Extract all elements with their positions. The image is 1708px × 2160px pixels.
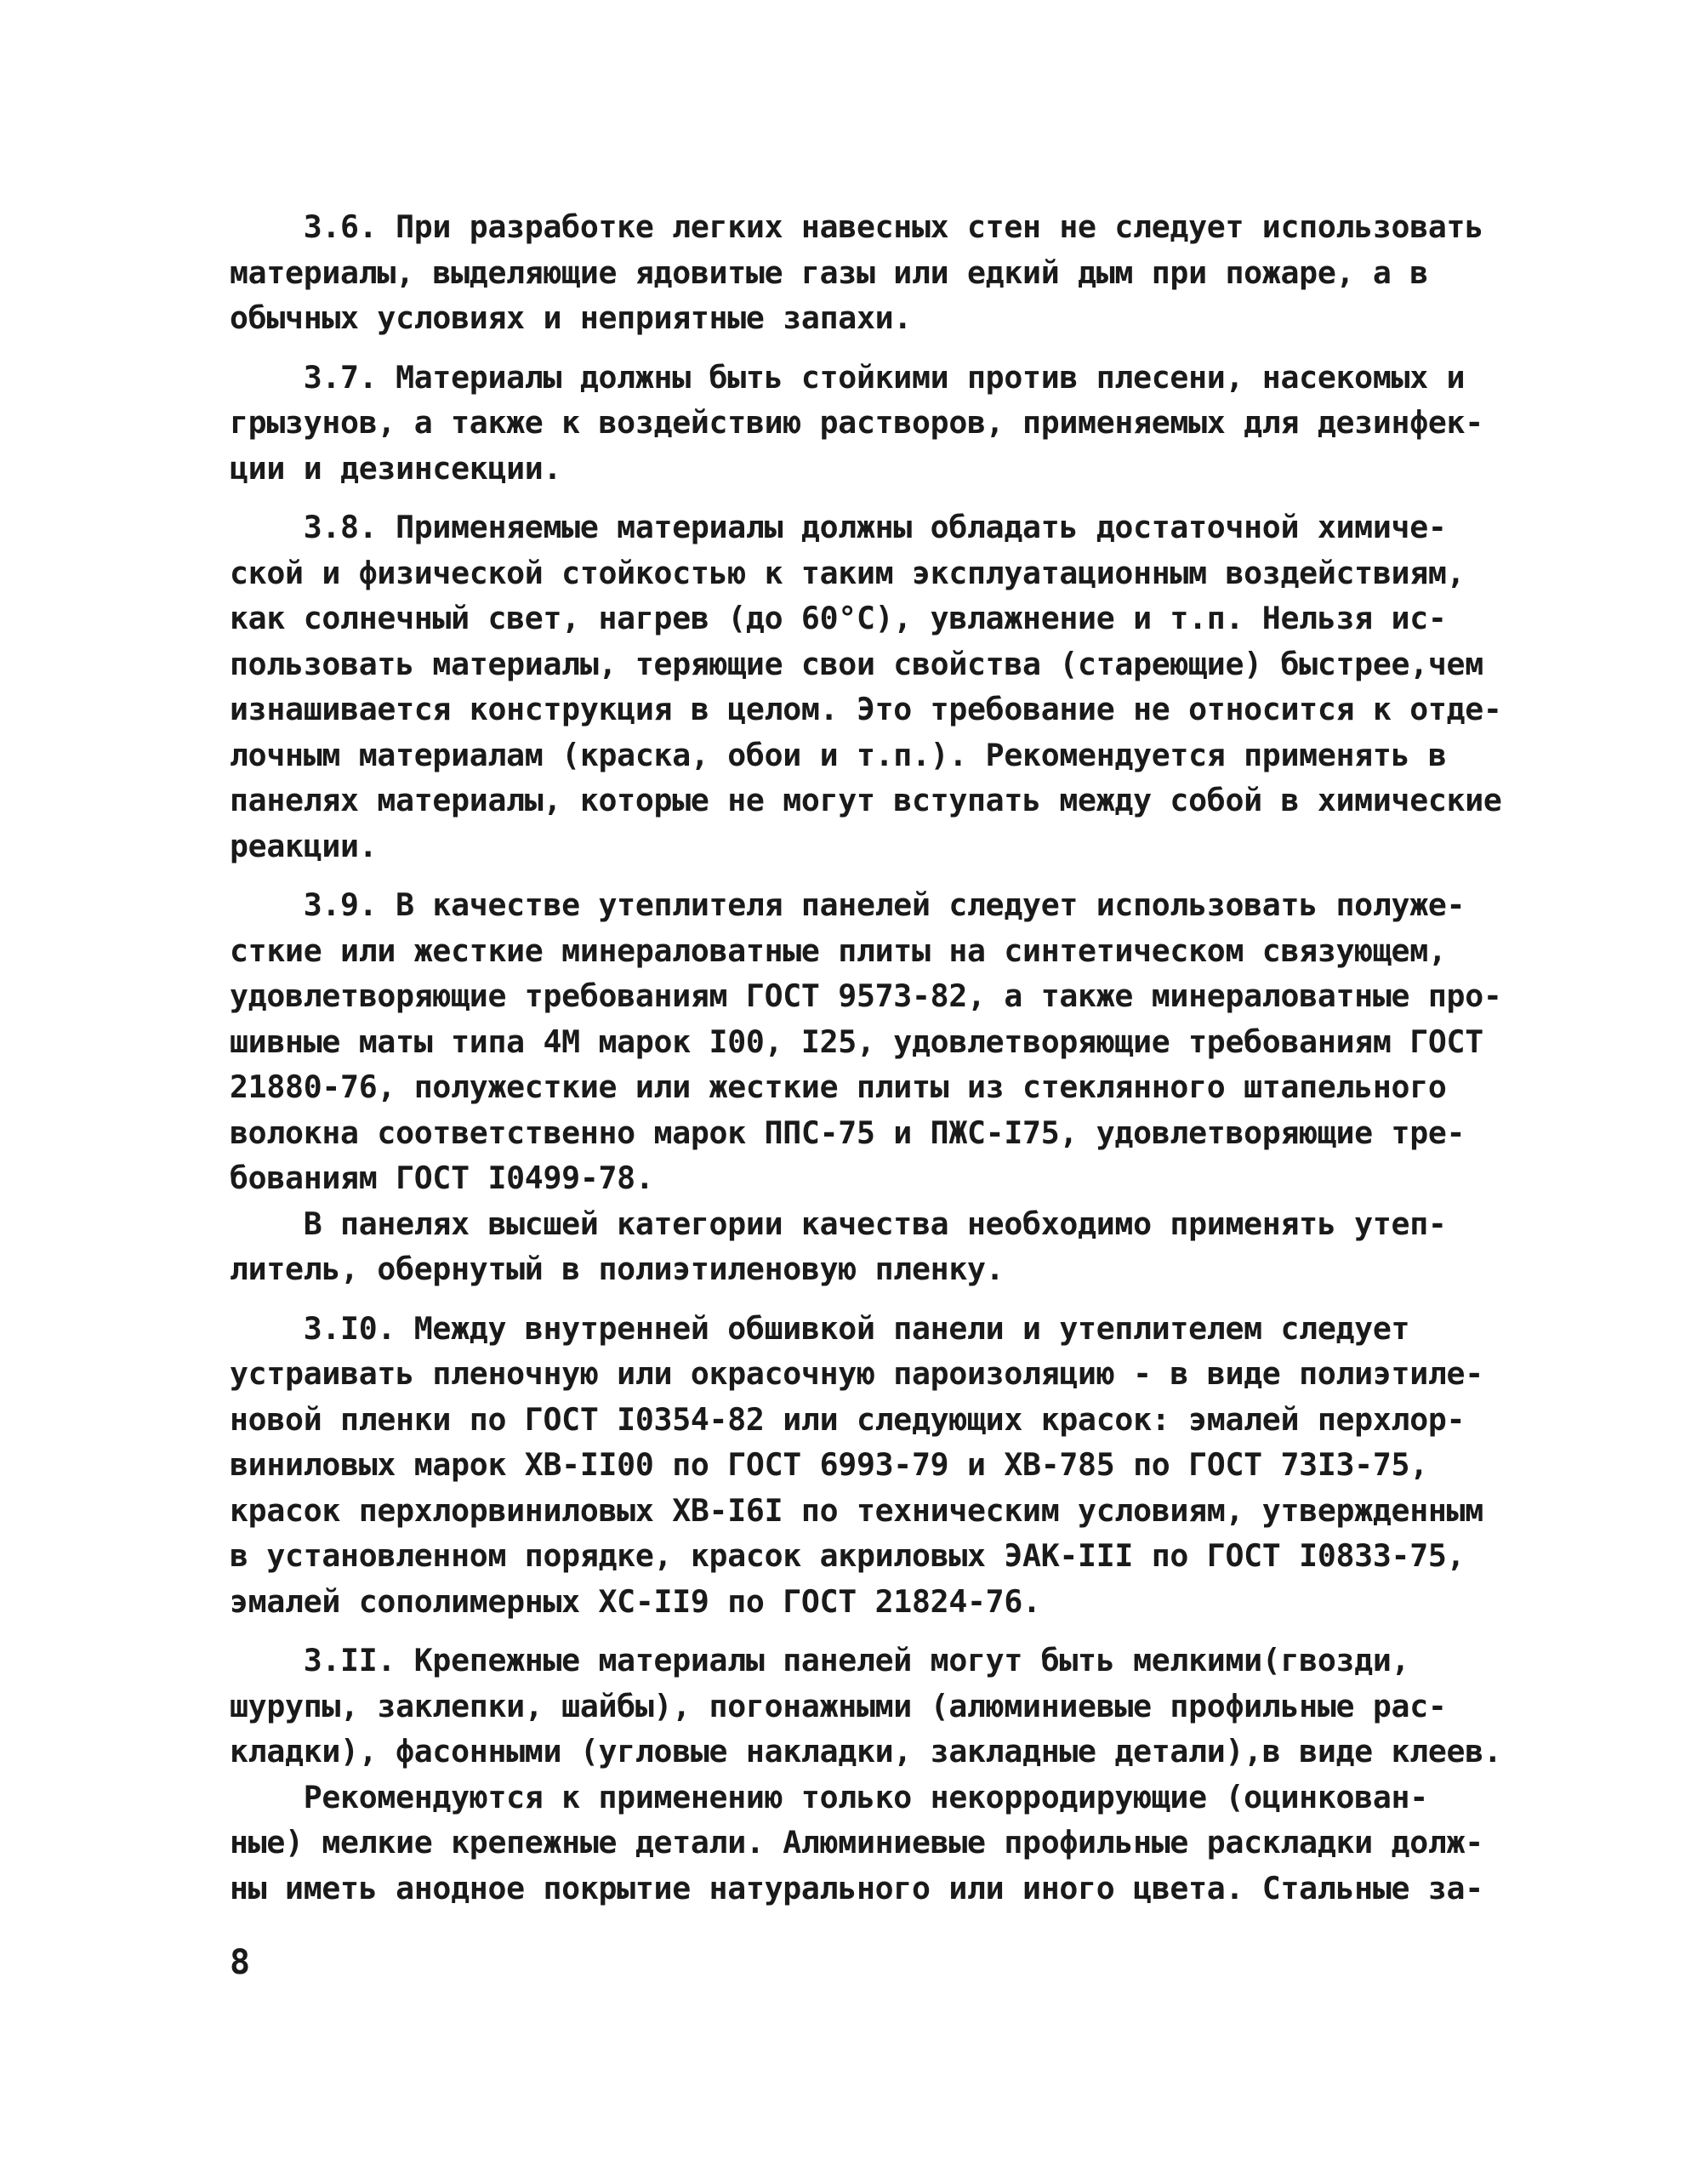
text-line: материалы, выделяющие ядовитые газы или едкий дым при пожаре, а в [230, 254, 1428, 291]
text-line: ции и дезинсекции. [230, 449, 562, 487]
text-line: Рекомендуются к применению только некорродирующие (оцинкован- [230, 1778, 1428, 1815]
text-line: красок перхлорвиниловых ХВ-I6I по техническим условиям, утвержденным [230, 1491, 1483, 1529]
paragraph-3-6 [230, 204, 1489, 341]
text-line: шурупы, заклепки, шайбы), погонажными (алюминиевые профильные рас- [230, 1687, 1447, 1724]
text-line: реакции. [230, 827, 378, 864]
text-line: ные) мелкие крепежные детали. Алюминиевые профильные раскладки долж- [230, 1824, 1483, 1861]
text-line: лочным материалам (краска, обои и т.п.). Рекомендуется применять в [230, 736, 1447, 773]
text-line: 3.6. При разработке легких навесных стен не следует использовать [230, 208, 1483, 245]
text-line: 3.9. В качестве утеплителя панелей следует использовать полуже- [230, 886, 1466, 923]
text-line: виниловых марок ХВ-II00 по ГОСТ 6993-79 и ХВ-785 по ГОСТ 73I3-75, [230, 1446, 1428, 1483]
text-line: кладки), фасонными (угловые накладки, закладные детали),в виде клеев. [230, 1733, 1502, 1770]
text-line: 3.7. Материалы должны быть стойкими против плесени, насекомых и [230, 358, 1466, 396]
paragraph-3-7 [230, 355, 1489, 492]
paragraph-3-9-cont [230, 1201, 1489, 1292]
text-line: изнашивается конструкция в целом. Это требование не относится к отде- [230, 691, 1502, 727]
page-number: 8 [230, 1943, 251, 1982]
text-line: удовлетворяющие требованиям ГОСТ 9573-82, а также минераловатные про- [230, 977, 1502, 1014]
text-line: 3.I0. Между внутренней обшивкой панели и утеплителем следует [230, 1309, 1410, 1347]
paragraph-gap [230, 1292, 1489, 1306]
paragraph-gap [230, 1624, 1489, 1638]
paragraph-3-11 [230, 1638, 1502, 1775]
paragraph-3-9 [230, 882, 1502, 1201]
text-line: эмалей сополимерных ХС-II9 по ГОСТ 21824-76. [230, 1582, 1041, 1620]
text-line: ны иметь анодное покрытие натурального или иного цвета. Стальные за- [230, 1869, 1483, 1906]
text-line: В панелях высшей категории качества необходимо применять утеп- [230, 1205, 1447, 1242]
text-line: шивные маты типа 4М марок I00, I25, удовлетворяющие требованиям ГОСТ [230, 1023, 1483, 1060]
text-line: сткие или жесткие минераловатные плиты на синтетическом связующем, [230, 932, 1447, 969]
text-line: волокна соответственно марок ППС-75 и ПЖС-I75, удовлетворяющие тре- [230, 1114, 1466, 1151]
paragraph-3-8 [230, 504, 1502, 869]
text-line: в установленном порядке, красок акриловых ЭАК-III по ГОСТ I0833-75, [230, 1537, 1466, 1574]
paragraph-gap [230, 491, 1489, 504]
text-line: бованиям ГОСТ I0499-78. [230, 1160, 654, 1196]
text-line: 3.II. Крепежные материалы панелей могут быть мелкими(гвозди, [230, 1642, 1410, 1678]
document-body [230, 204, 1502, 1911]
paragraph-3-11-cont [230, 1775, 1489, 1912]
paragraph-gap [230, 869, 1489, 882]
text-line: как солнечный свет, нагрев (до 60°С), увлажнение и т.п. Нельзя ис- [230, 600, 1447, 636]
text-line: грызунов, а также к воздействию растворов, применяемых для дезинфек- [230, 404, 1483, 441]
text-line: 21880-76, полужесткие или жесткие плиты из стеклянного штапельного [230, 1069, 1447, 1105]
text-line: пользовать материалы, теряющие свои свойства (стареющие) быстрее,чем [230, 645, 1483, 682]
text-line: 3.8. Применяемые материалы должны обладать достаточной химиче- [230, 509, 1447, 545]
paragraph-3-10 [230, 1306, 1489, 1625]
text-line: обычных условиях и неприятные запахи. [230, 299, 912, 336]
text-line: панелях материалы, которые не могут вступать между собой в химические [230, 782, 1502, 818]
text-line: устраивать пленочную или окрасочную пароизоляцию - в виде полиэтиле- [230, 1355, 1483, 1392]
text-line: литель, обернутый в полиэтиленовую пленку. [230, 1251, 1005, 1287]
text-line: новой пленки по ГОСТ I0354-82 или следующих красок: эмалей перхлор- [230, 1400, 1466, 1438]
text-line: ской и физической стойкостью к таким эксплуатационным воздействиям, [230, 554, 1466, 591]
paragraph-gap [230, 341, 1489, 355]
